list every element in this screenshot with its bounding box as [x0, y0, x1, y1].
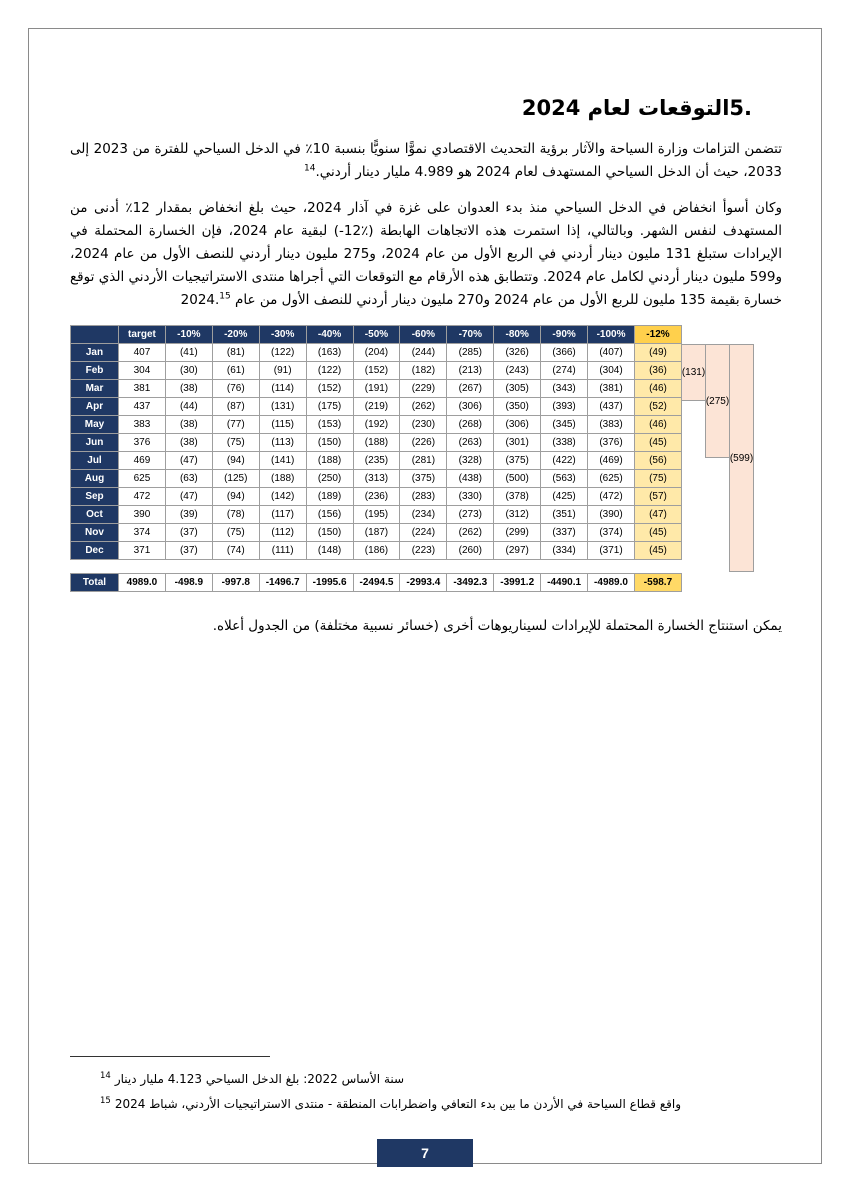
value-cell: (345) [541, 416, 588, 434]
value-cell: (350) [494, 398, 541, 416]
value-cell: (328) [447, 452, 494, 470]
month-cell: Jul [71, 452, 119, 470]
value-cell: (425) [541, 488, 588, 506]
total-row [71, 574, 682, 592]
value-cell: (38) [165, 416, 212, 434]
value-cell: (47) [165, 452, 212, 470]
annotation-label: (275) [705, 395, 730, 407]
footnote-ref-15: 15 [219, 291, 231, 302]
value-cell: (263) [447, 434, 494, 452]
table-row [71, 506, 682, 524]
value-cell: (45) [634, 434, 681, 452]
value-cell: (375) [494, 452, 541, 470]
annotation-q1-loss [681, 344, 706, 401]
value-cell: (376) [588, 434, 635, 452]
value-cell: (304) [588, 362, 635, 380]
table-row [71, 542, 682, 560]
value-cell: (152) [353, 362, 400, 380]
column-header: -10% [165, 326, 212, 344]
total-value-cell: -1995.6 [306, 574, 353, 592]
value-cell: (267) [447, 380, 494, 398]
table-row [71, 434, 682, 452]
value-cell: 374 [119, 524, 166, 542]
total-value-cell: -3492.3 [447, 574, 494, 592]
total-value-cell: -4490.1 [541, 574, 588, 592]
value-cell: (38) [165, 380, 212, 398]
month-cell: Apr [71, 398, 119, 416]
column-header: -50% [353, 326, 400, 344]
section-number: 5. [729, 96, 752, 120]
value-cell: (226) [400, 434, 447, 452]
value-cell: (182) [400, 362, 447, 380]
value-cell: (36) [634, 362, 681, 380]
value-cell: (74) [212, 542, 259, 560]
value-cell: (150) [306, 434, 353, 452]
value-cell: (44) [165, 398, 212, 416]
value-cell: (236) [353, 488, 400, 506]
value-cell: (244) [400, 344, 447, 362]
value-cell: (301) [494, 434, 541, 452]
column-header: -70% [447, 326, 494, 344]
value-cell: (91) [259, 362, 306, 380]
value-cell: 472 [119, 488, 166, 506]
value-cell: (46) [634, 380, 681, 398]
header-row [71, 326, 682, 344]
value-cell: (390) [588, 506, 635, 524]
total-table-body [71, 574, 682, 592]
footnote-separator [70, 1056, 270, 1057]
footnote-text: واقع قطاع السياحة في الأردن ما بين بدء التعافي واضطرابات المنطقة - منتدى الاستراتيجيات الأردني، شباط 2024 [114, 1097, 682, 1111]
value-cell: (262) [400, 398, 447, 416]
value-cell: 407 [119, 344, 166, 362]
value-cell: (52) [634, 398, 681, 416]
value-cell: (122) [306, 362, 353, 380]
value-cell: (94) [212, 488, 259, 506]
value-cell: (191) [353, 380, 400, 398]
column-header: -40% [306, 326, 353, 344]
value-cell: (422) [541, 452, 588, 470]
value-cell: (125) [212, 470, 259, 488]
value-cell: (235) [353, 452, 400, 470]
page-number-badge [377, 1139, 473, 1167]
total-label-cell: Total [71, 574, 119, 592]
value-cell: (219) [353, 398, 400, 416]
value-cell: (273) [447, 506, 494, 524]
footnote-marker: 14 [100, 1071, 111, 1081]
value-cell: (47) [165, 488, 212, 506]
value-cell: (334) [541, 542, 588, 560]
value-cell: (195) [353, 506, 400, 524]
value-cell: (381) [588, 380, 635, 398]
value-cell: (306) [494, 416, 541, 434]
column-header: -60% [400, 326, 447, 344]
value-cell: (37) [165, 542, 212, 560]
value-cell: (229) [400, 380, 447, 398]
table-corner-cell [71, 326, 119, 344]
value-cell: (625) [588, 470, 635, 488]
value-cell: (163) [306, 344, 353, 362]
total-value-cell: -1496.7 [259, 574, 306, 592]
forecast-table-body [71, 344, 682, 560]
value-cell: 469 [119, 452, 166, 470]
table-row [71, 488, 682, 506]
value-cell: 437 [119, 398, 166, 416]
value-cell: (111) [259, 542, 306, 560]
table-row [71, 470, 682, 488]
total-value-cell: 4989.0 [119, 574, 166, 592]
value-cell: (299) [494, 524, 541, 542]
value-cell: (112) [259, 524, 306, 542]
table-row [71, 362, 682, 380]
value-cell: (30) [165, 362, 212, 380]
value-cell: (230) [400, 416, 447, 434]
value-cell: (262) [447, 524, 494, 542]
value-cell: (141) [259, 452, 306, 470]
value-cell: (274) [541, 362, 588, 380]
month-cell: Feb [71, 362, 119, 380]
table-row [71, 416, 682, 434]
value-cell: (469) [588, 452, 635, 470]
value-cell: (186) [353, 542, 400, 560]
value-cell: (187) [353, 524, 400, 542]
total-value-cell: -598.7 [634, 574, 681, 592]
total-value-cell: -4989.0 [588, 574, 635, 592]
value-cell: (326) [494, 344, 541, 362]
value-cell: (337) [541, 524, 588, 542]
value-cell: (150) [306, 524, 353, 542]
month-cell: May [71, 416, 119, 434]
value-cell: (153) [306, 416, 353, 434]
value-cell: (189) [306, 488, 353, 506]
month-cell: Nov [71, 524, 119, 542]
value-cell: (49) [634, 344, 681, 362]
table-row [71, 380, 682, 398]
value-cell: (156) [306, 506, 353, 524]
month-cell: Jan [71, 344, 119, 362]
value-cell: (142) [259, 488, 306, 506]
value-cell: (75) [212, 434, 259, 452]
value-cell: (283) [400, 488, 447, 506]
value-cell: (371) [588, 542, 635, 560]
value-cell: (330) [447, 488, 494, 506]
value-cell: 383 [119, 416, 166, 434]
value-cell: (188) [353, 434, 400, 452]
footnote-15 [70, 1090, 710, 1115]
value-cell: (383) [588, 416, 635, 434]
total-value-cell: -3991.2 [494, 574, 541, 592]
annotation-h1-loss [705, 344, 730, 458]
annotation-label: (131) [681, 367, 706, 378]
table-row [71, 452, 682, 470]
value-cell: (437) [588, 398, 635, 416]
month-cell: Aug [71, 470, 119, 488]
column-header: target [119, 326, 166, 344]
total-value-cell: -997.8 [212, 574, 259, 592]
footnote-14 [70, 1065, 710, 1090]
value-cell: (39) [165, 506, 212, 524]
value-cell: (56) [634, 452, 681, 470]
value-cell: (213) [447, 362, 494, 380]
column-header: -100% [588, 326, 635, 344]
value-cell: 304 [119, 362, 166, 380]
value-cell: (223) [400, 542, 447, 560]
table-row [71, 398, 682, 416]
month-cell: Jun [71, 434, 119, 452]
value-cell: (37) [165, 524, 212, 542]
value-cell: (297) [494, 542, 541, 560]
body-paragraph-1 [70, 138, 782, 184]
value-cell: (78) [212, 506, 259, 524]
value-cell: 381 [119, 380, 166, 398]
value-cell: (306) [447, 398, 494, 416]
value-cell: (366) [541, 344, 588, 362]
annotation-label: (599) [729, 452, 754, 464]
value-cell: (378) [494, 488, 541, 506]
value-cell: (224) [400, 524, 447, 542]
value-cell: (113) [259, 434, 306, 452]
value-cell: (250) [306, 470, 353, 488]
total-row-table [70, 573, 682, 592]
value-cell: 376 [119, 434, 166, 452]
footnote-marker: 15 [100, 1096, 111, 1106]
total-value-cell: -2494.5 [353, 574, 400, 592]
month-cell: Mar [71, 380, 119, 398]
value-cell: (76) [212, 380, 259, 398]
footnotes-section [70, 1056, 710, 1115]
value-cell: (351) [541, 506, 588, 524]
value-cell: (188) [306, 452, 353, 470]
value-cell: (87) [212, 398, 259, 416]
value-cell: (117) [259, 506, 306, 524]
value-cell: (122) [259, 344, 306, 362]
column-header: -30% [259, 326, 306, 344]
body-paragraph-2 [70, 197, 782, 312]
value-cell: (375) [400, 470, 447, 488]
value-cell: (61) [212, 362, 259, 380]
forecast-table [70, 325, 682, 560]
value-cell: (500) [494, 470, 541, 488]
forecast-table-head [71, 326, 682, 344]
forecast-table-area [70, 325, 782, 560]
value-cell: (338) [541, 434, 588, 452]
value-cell: (563) [541, 470, 588, 488]
table-row [71, 524, 682, 542]
month-cell: Oct [71, 506, 119, 524]
value-cell: (313) [353, 470, 400, 488]
footnote-text: سنة الأساس 2022: بلغ الدخل السياحي 4.123 مليار دينار [114, 1072, 405, 1086]
page-number: 7 [421, 1145, 429, 1161]
column-header: -80% [494, 326, 541, 344]
value-cell: (374) [588, 524, 635, 542]
value-cell: (192) [353, 416, 400, 434]
column-header: -20% [212, 326, 259, 344]
value-cell: 625 [119, 470, 166, 488]
column-header: -12% [634, 326, 681, 344]
value-cell: (114) [259, 380, 306, 398]
value-cell: (63) [165, 470, 212, 488]
value-cell: (75) [634, 470, 681, 488]
value-cell: (305) [494, 380, 541, 398]
value-cell: (281) [400, 452, 447, 470]
conclusion-text: يمكن استنتاج الخسارة المحتملة للإيرادات لسيناريوهات أخرى (خسائر نسبية مختلفة) من الجدول أعلاه. [212, 618, 782, 634]
paragraph-text: وكان أسوأ انخفاض في الدخل السياحي منذ بدء العدوان على غزة في آذار 2024، حيث بلغ انخفاض بمقدار 12٪ أدنى من المستهدف لنفس الشهر. وبالتالي، إذا استمرت هذه الاتجاهات الهابطة (‎-12٪‎) لبقية عام 2024، فإن الخسارة المحتملة في الإيرادات ستبلغ 131 مليون دينار أردني في الربع الأول من عام 2024، و275 مليون دينار أردني للنصف الأول من عام 2024، و599 مليون دينار أردني لكامل عام 2024. وتتطابق هذه الأرقام مع التوقعات التي أجراها منتدى الاستراتيجيات الأردني الذي توقع خسارة بقيمة 135 مليون للربع الأول من عام 2024 و270 مليون دينار أردني للنصف الأول من عام 2024. [70, 200, 782, 308]
table-row [71, 344, 682, 362]
value-cell: (41) [165, 344, 212, 362]
value-cell: (81) [212, 344, 259, 362]
value-cell: (312) [494, 506, 541, 524]
value-cell: (38) [165, 434, 212, 452]
value-cell: (343) [541, 380, 588, 398]
section-heading [70, 96, 782, 120]
value-cell: (243) [494, 362, 541, 380]
value-cell: (45) [634, 542, 681, 560]
annotation-fullyear-loss [729, 344, 754, 572]
value-cell: (393) [541, 398, 588, 416]
section-title: التوقعات لعام 2024 [521, 96, 730, 120]
month-cell: Dec [71, 542, 119, 560]
value-cell: (175) [306, 398, 353, 416]
value-cell: (115) [259, 416, 306, 434]
value-cell: (46) [634, 416, 681, 434]
value-cell: (438) [447, 470, 494, 488]
value-cell: (47) [634, 506, 681, 524]
value-cell: 371 [119, 542, 166, 560]
value-cell: (407) [588, 344, 635, 362]
column-header: -90% [541, 326, 588, 344]
value-cell: (268) [447, 416, 494, 434]
value-cell: (234) [400, 506, 447, 524]
value-cell: 390 [119, 506, 166, 524]
total-value-cell: -2993.4 [400, 574, 447, 592]
value-cell: (204) [353, 344, 400, 362]
value-cell: (152) [306, 380, 353, 398]
value-cell: (188) [259, 470, 306, 488]
value-cell: (45) [634, 524, 681, 542]
value-cell: (260) [447, 542, 494, 560]
month-cell: Sep [71, 488, 119, 506]
value-cell: (57) [634, 488, 681, 506]
total-value-cell: -498.9 [165, 574, 212, 592]
value-cell: (77) [212, 416, 259, 434]
footnote-ref-14: 14 [304, 163, 316, 174]
value-cell: (75) [212, 524, 259, 542]
value-cell: (94) [212, 452, 259, 470]
page-content [70, 96, 782, 634]
value-cell: (472) [588, 488, 635, 506]
value-cell: (148) [306, 542, 353, 560]
paragraph-text: تتضمن التزامات وزارة السياحة والآثار برؤية التحديث الاقتصادي نموًّا سنويًّا بنسبة 10٪ في الدخل السياحي للفترة من 2023 إلى 2033، حيث أن الدخل السياحي المستهدف لعام 2024 هو 4.989 مليار دينار أردني. [70, 141, 782, 180]
value-cell: (285) [447, 344, 494, 362]
value-cell: (131) [259, 398, 306, 416]
